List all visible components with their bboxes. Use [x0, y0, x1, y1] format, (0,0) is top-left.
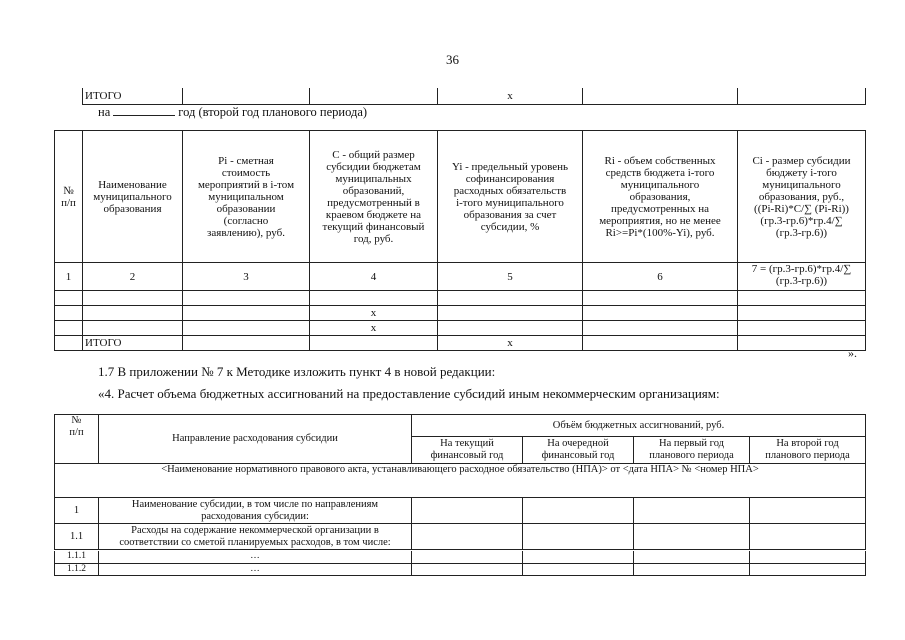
total-row: [55, 336, 866, 351]
header-yi: Yi - предельный уровень софинансирования расходных обязательств i-того муниципального образования за счет субсидии, %: [438, 131, 583, 263]
table-row: [55, 306, 866, 321]
row-text: Расходы на содержание некоммерческой организации в соответствии со сметой планируемых расходов, в том числе:: [99, 524, 412, 550]
page-number: 36: [446, 52, 459, 67]
npa-row: [55, 464, 866, 498]
table-row: [55, 551, 866, 563]
row-num: 1.1: [55, 524, 99, 550]
table-row: [55, 291, 866, 306]
npa-text: <Наименование нормативного правового акта, устанавливающего расходное обязательство (НПА)> от <дата НПА> № <номер НПА>: [55, 464, 866, 498]
budget-col-group: Объём бюджетных ассигнований, руб.: [412, 415, 866, 437]
budget-col-direction: Направление расходования субсидии: [99, 415, 412, 464]
col-number: 5: [438, 263, 583, 291]
closing-quote: ».: [848, 346, 857, 360]
row-num: 1.1.2: [55, 563, 99, 575]
budget-table: [54, 414, 866, 550]
row-text: …: [99, 563, 412, 575]
year-prefix: на: [98, 105, 111, 119]
calc-header-row: [55, 131, 866, 263]
subcol-second-plan-year: На второй год планового периода: [750, 437, 866, 464]
subcol-current-year: На текущий финансовый год: [412, 437, 523, 464]
header-c: С - общий размер субсидии бюджетам муниципальных образований, предусмотренный в краевом бюджете на текущий финансовый год, руб.: [310, 131, 438, 263]
col-number: 1: [55, 263, 83, 291]
subcol-next-year: На очередной финансовый год: [523, 437, 634, 464]
header-municipality: Наименование муниципального образования: [83, 131, 183, 263]
row-text: …: [99, 551, 412, 563]
calculation-table: [54, 130, 866, 351]
paragraph-1-7: 1.7 В приложении № 7 к Методике изложить пункт 4 в новой редакции:: [98, 364, 496, 379]
calc-number-row: [55, 263, 866, 291]
row-num: 1: [55, 498, 99, 524]
table-row: [55, 321, 866, 336]
budget-table-subrows: [54, 551, 866, 576]
header-num: № п/п: [55, 131, 83, 263]
subcol-first-plan-year: На первый год планового периода: [634, 437, 750, 464]
header-pi: Pi - сметная стоимость мероприятий в i-том муниципальном образовании (согласно заявлению), руб.: [183, 131, 310, 263]
x-mark: x: [438, 336, 583, 351]
total-label: ИТОГО: [83, 336, 183, 351]
col-number: 4: [310, 263, 438, 291]
col-number: 3: [183, 263, 310, 291]
x-mark: x: [310, 321, 438, 336]
header-ri: Ri - объем собственных средств бюджета i-того муниципального образования, предусмотренных на мероприятия, но не менее Ri>=Pi*(100%-Yi), руб.: [583, 131, 738, 263]
col-number: 6: [583, 263, 738, 291]
col-number: 2: [83, 263, 183, 291]
table-row: [55, 563, 866, 575]
paragraph-4-heading: «4. Расчет объема бюджетных ассигнований на предоставление субсидий иным некоммерческим организациям:: [98, 386, 720, 401]
year-line: [98, 104, 367, 120]
header-ci: Ci - размер субсидии бюджету i-того муниципального образования, руб., ((Pi-Ri)*C/∑ (Pi-Ri)) (гр.3-гр.6)*гр.4/∑ (гр.3-гр.6)): [738, 131, 866, 263]
col-number: 7 = (гр.3-гр.6)*гр.4/∑ (гр.3-гр.6)): [738, 263, 866, 291]
year-suffix: год (второй год планового периода): [178, 105, 368, 119]
table-row: [55, 524, 866, 550]
budget-col-num: № п/п: [55, 415, 99, 464]
x-mark: x: [310, 306, 438, 321]
top-total-label: ИТОГО: [83, 88, 183, 104]
top-total-table: [82, 88, 866, 105]
table-row: [55, 498, 866, 524]
year-blank: [113, 104, 175, 116]
budget-header-row: [55, 415, 866, 437]
row-text: Наименование субсидии, в том числе по направлениям расходования субсидии:: [99, 498, 412, 524]
top-x-mark: x: [438, 88, 583, 104]
row-num: 1.1.1: [55, 551, 99, 563]
